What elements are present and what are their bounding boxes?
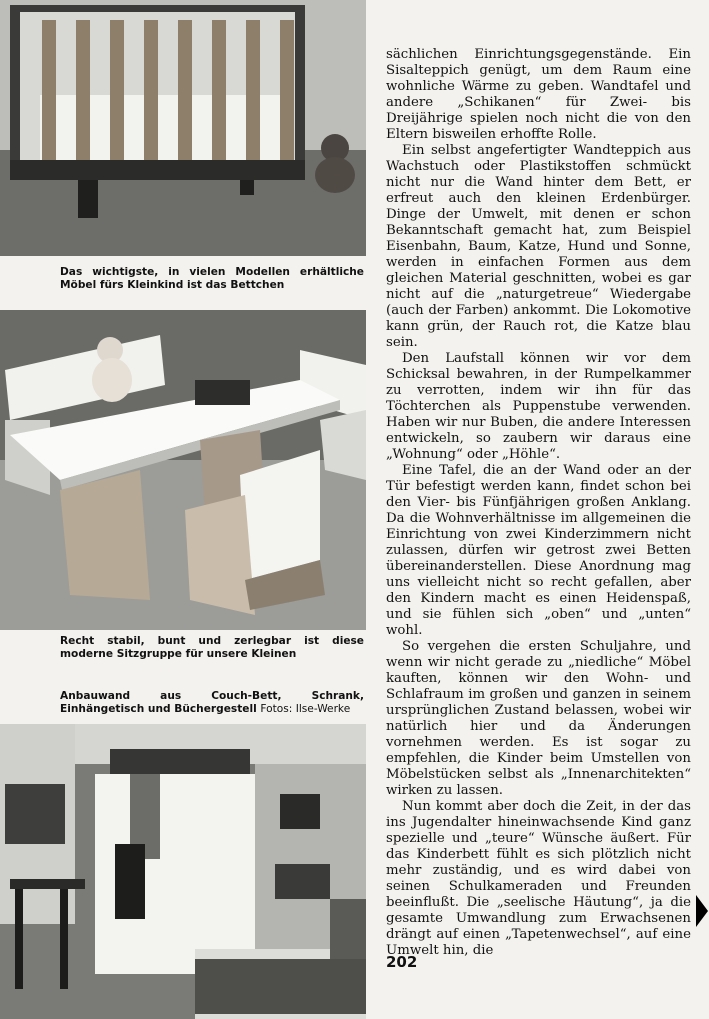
paragraph: Eine Tafel, die an der Wand oder an der Tür befestigt werden kann, findet schon bei den Vier- bis Fünfjährigen großen Anklang. Da die Wohnverhältnisse im allgemeinen die Einrichtung von zwei Kinderzimmern nicht zulassen, dürfen wir getrost zwei Betten übereinanderstellen. Diese Anordnung mag uns vielleicht nicht so recht gefallen, aber den Kindern macht es einen Heidenspaß, und sie fühlen sich „oben“ und „unten“ wohl. <box>386 463 691 638</box>
wall-unit-caption-text: Anbauwand aus Couch-Bett, Schrank, Einhängetisch und Büchergestell <box>60 690 364 715</box>
seating-group-caption: Recht stabil, bunt und zerlegbar ist diese moderne Sitzgruppe für unsere Kleinen <box>60 635 364 660</box>
seating-group-photo <box>0 310 366 630</box>
paragraph: Nun kommt aber doch die Zeit, in der das ins Jugendalter hineinwachsende Kind ganz spezielle und „teure“ Wünsche äußert. Für das Kinderbett fühlt es sich plötzlich nicht mehr zuständig, und es wird dabei von seinen Schulkameraden und Freunden beeinflußt. Die „seelische Häutung“, ja die gesamte Umwandlung zum Erwachsenen drängt auf einen „Tapetenwechsel“, auf eine Umwelt hin, die <box>386 799 691 958</box>
wall-unit-caption <box>60 690 364 715</box>
continue-arrow-icon <box>696 895 708 927</box>
photo-credit: Fotos: Ilse-Werke <box>260 702 351 715</box>
paragraph: sächlichen Einrichtungsgegenstände. Ein Sisalteppich genügt, um dem Raum eine wohnliche Wärme zu geben. Wandtafel und andere „Schikanen“ für Zwei- bis Dreijährige spielen noch nicht die von den Eltern bisweilen erhoffte Rolle. <box>386 47 691 142</box>
crib-caption: Das wichtigste, in vielen Modellen erhältliche Möbel fürs Kleinkind ist das Bettchen <box>60 266 364 291</box>
wall-unit-photo <box>0 724 366 1019</box>
crib-photo <box>0 0 366 256</box>
paragraph: Den Laufstall können wir vor dem Schicksal bewahren, in der Rumpelkammer zu verrotten, indem wir ihn für das Töchterchen als Puppenstube verwenden. Haben wir nur Buben, die andere Interessen entwickeln, so zaubern wir daraus eine „Wohnung“ oder „Höhle“. <box>386 351 691 462</box>
page-number: 202 <box>386 953 418 971</box>
article-text <box>386 47 691 959</box>
paragraph: Ein selbst angefertigter Wandteppich aus Wachstuch oder Plastikstoffen schmückt nicht nur die Wand hinter dem Bett, er erfreut auch den kleinen Erdenbürger. Dinge der Umwelt, mit denen er schon Bekanntschaft gemacht hat, zum Beispiel Eisenbahn, Baum, Katze, Hund und Sonne, werden in einfachen Formen aus dem gleichen Material geschnitten, wobei es gar nicht auf die „naturgetreue“ Wiedergabe (auch der Farben) ankommt. Die Lokomotive kann grün, der Rauch rot, die Katze blau sein. <box>386 143 691 350</box>
paragraph: So vergehen die ersten Schuljahre, und wenn wir nicht gerade zu „niedliche“ Möbel kauften, können wir den Wohn- und Schlafraum im großen und ganzen in seinem ursprünglichen Zustand belassen, wobei wir natürlich hier und da Änderungen vornehmen werden. Es ist sogar zu empfehlen, die Kinder beim Umstellen von Möbelstücken selbst als „Innenarchitekten“ wirken zu lassen. <box>386 639 691 798</box>
